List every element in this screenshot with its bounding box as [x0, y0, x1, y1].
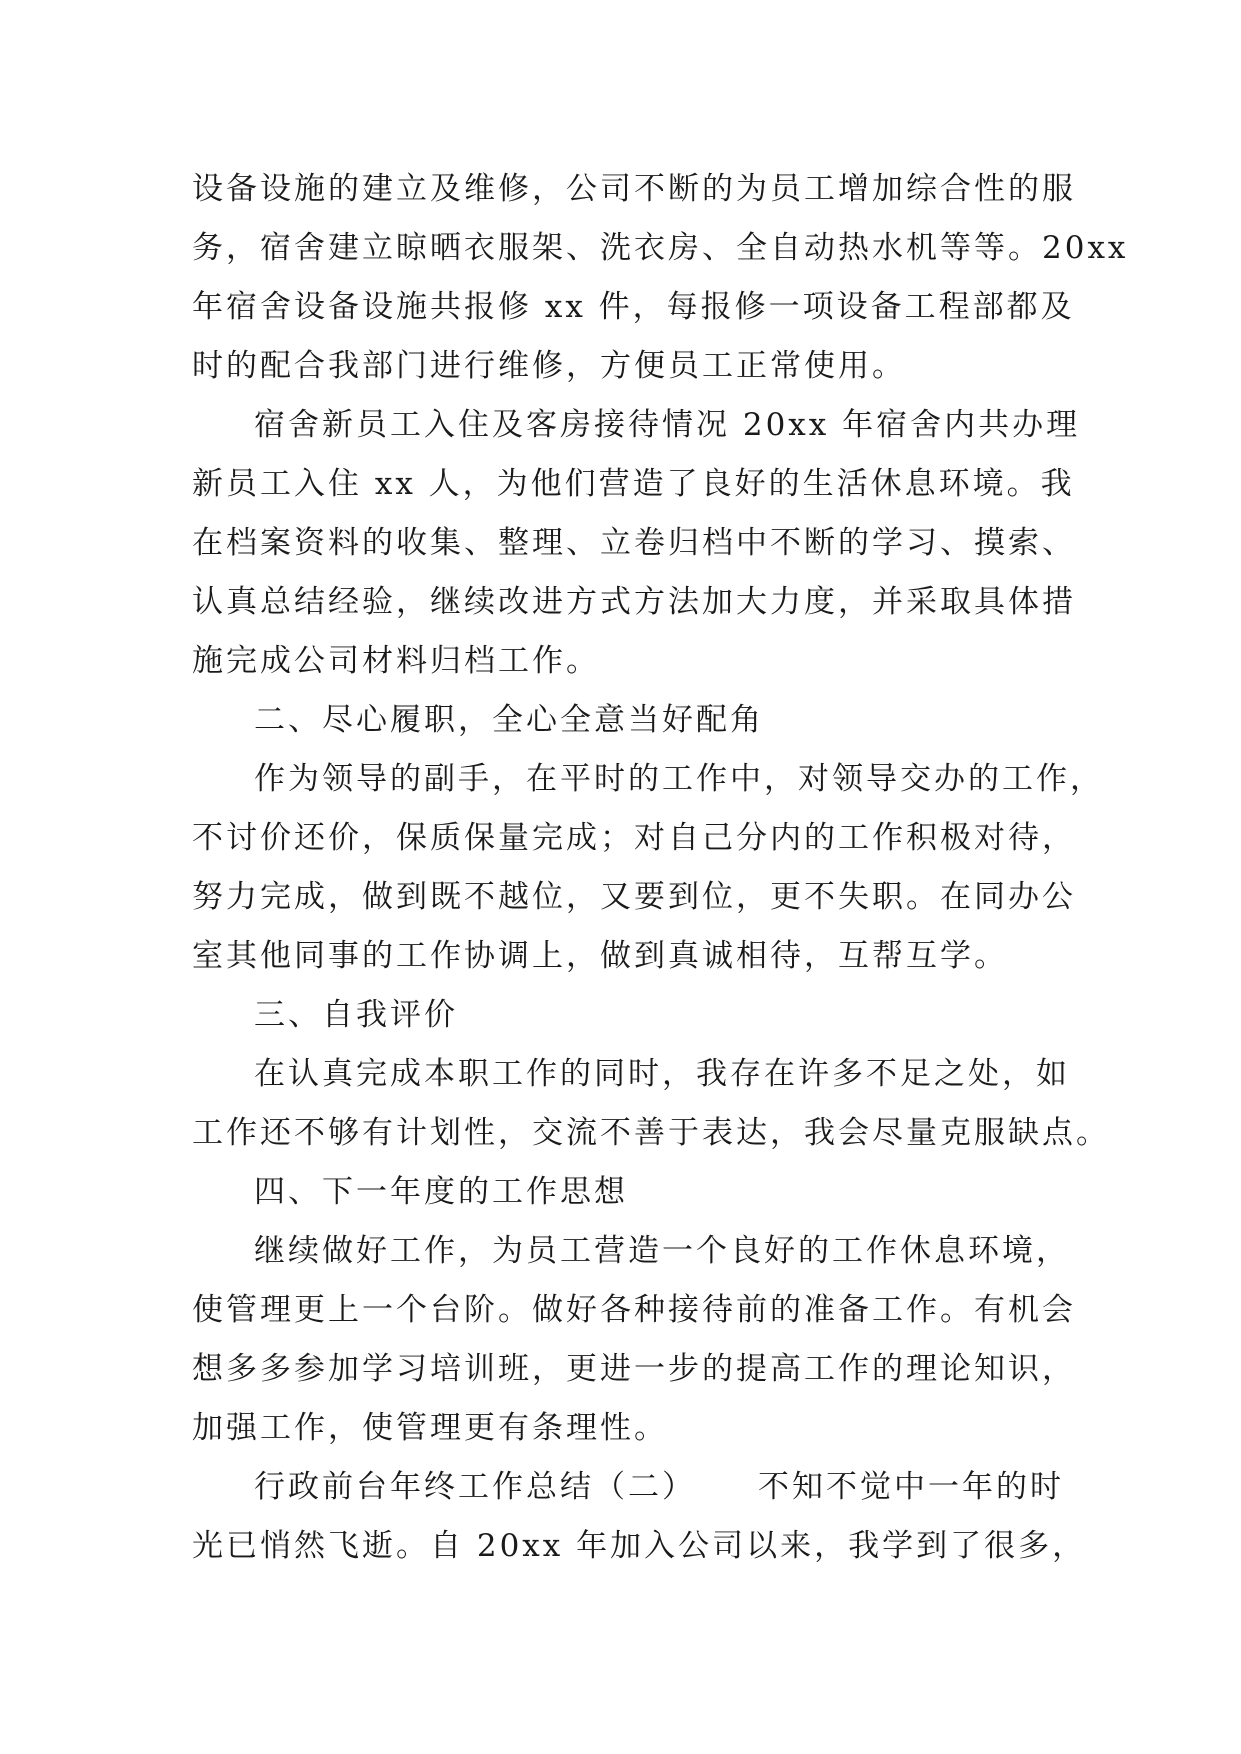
text-line: 努力完成，做到既不越位，又要到位，更不失职。在同办公	[192, 879, 1076, 915]
section-heading-3	[192, 986, 1060, 1045]
text-line: 光已悄然飞逝。自 20xx 年加入公司以来，我学到了很多，	[192, 1528, 1087, 1564]
text-line: 年宿舍设备设施共报修 xx 件，每报修一项设备工程部都及	[192, 289, 1075, 325]
text-line: 使管理更上一个台阶。做好各种接待前的准备工作。有机会	[192, 1292, 1076, 1328]
heading-text: 四、下一年度的工作思想	[254, 1174, 628, 1210]
text-line: 继续做好工作，为员工营造一个良好的工作休息环境，	[254, 1233, 1070, 1269]
text-line: 作为领导的副手，在平时的工作中，对领导交办的工作，	[254, 761, 1104, 797]
text-line: 设备设施的建立及维修，公司不断的为员工增加综合性的服	[192, 171, 1076, 207]
text-line: 想多多参加学习培训班，更进一步的提高工作的理论知识，	[192, 1351, 1076, 1387]
section-heading-4	[192, 1163, 1060, 1222]
paragraph-dormitory-facilities	[192, 160, 1129, 396]
paragraph-deputy-role	[192, 750, 1104, 986]
document-body	[192, 160, 1129, 1576]
text-line: 加强工作，使管理更有条理性。	[192, 1410, 668, 1446]
paragraph-closing	[192, 1458, 1087, 1576]
closing-text: 不知不觉中一年的时	[758, 1469, 1064, 1505]
text-line: 宿舍新员工入住及客房接待情况 20xx 年宿舍内共办理	[254, 407, 1081, 443]
text-line: 认真总结经验，继续改进方式方法加大力度，并采取具体措	[192, 584, 1076, 620]
text-line: 务，宿舍建立晾晒衣服架、洗衣房、全自动热水机等等。20xx	[192, 230, 1129, 266]
text-line	[192, 1458, 1064, 1517]
closing-title: 行政前台年终工作总结（二）	[254, 1469, 696, 1505]
text-line: 新员工入住 xx 人，为他们营造了良好的生活休息环境。我	[192, 466, 1075, 502]
text-line: 工作还不够有计划性，交流不善于表达，我会尽量克服缺点。	[192, 1115, 1110, 1151]
paragraph-new-employee-checkin	[192, 396, 1081, 691]
text-line: 室其他同事的工作协调上，做到真诚相待，互帮互学。	[192, 938, 1008, 974]
text-line: 在档案资料的收集、整理、立卷归档中不断的学习、摸索、	[192, 525, 1076, 561]
text-line: 施完成公司材料归档工作。	[192, 643, 600, 679]
text-line: 在认真完成本职工作的同时，我存在许多不足之处，如	[254, 1056, 1070, 1092]
paragraph-next-year-plan	[192, 1222, 1076, 1458]
heading-text: 二、尽心履职，全心全意当好配角	[254, 702, 764, 738]
text-line: 不讨价还价，保质保量完成；对自己分内的工作积极对待，	[192, 820, 1076, 856]
heading-text: 三、自我评价	[254, 997, 458, 1033]
text-line: 时的配合我部门进行维修，方便员工正常使用。	[192, 348, 906, 384]
section-heading-2	[192, 691, 1060, 750]
paragraph-self-evaluation	[192, 1045, 1110, 1163]
